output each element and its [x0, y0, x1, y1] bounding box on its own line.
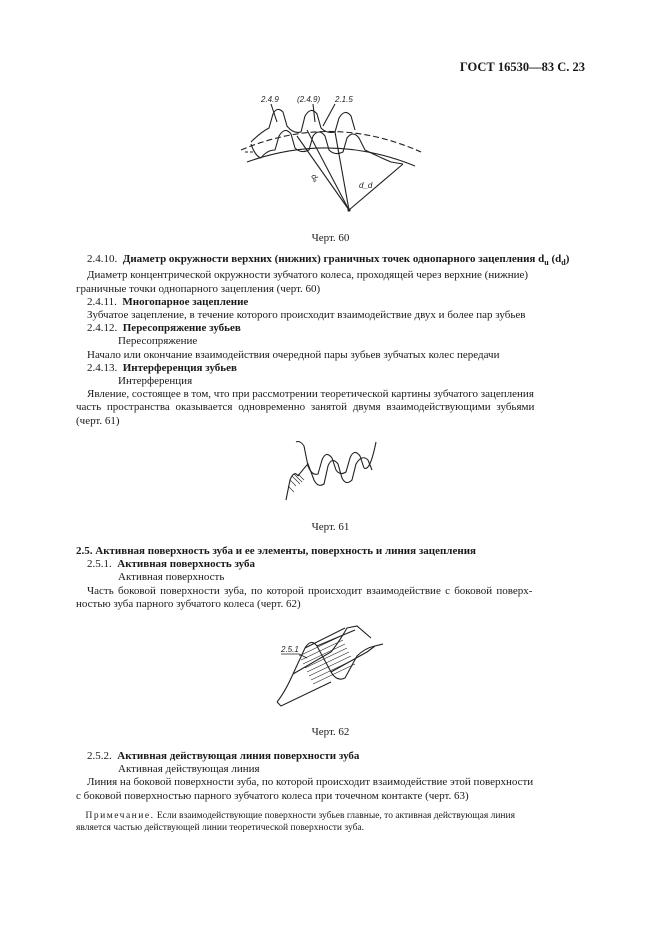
def-2-4-11: Зубчатое зацепление, в течение которого происходит взаимодействие двух и более пар зубьев: [87, 309, 526, 321]
label-249-bracket: (2.4.9): [296, 95, 320, 104]
figure-61: [0, 436, 661, 508]
title-2-5-2: Активная действующая линия поверхности зуба: [117, 750, 360, 762]
def-2-5-1-line2: ностью зуба парного зубчатого колеса (черт. 62): [76, 597, 301, 610]
short-2-4-12: Пересопряжение: [118, 335, 198, 348]
title-2-5: 2.5. Активная поверхность зуба и ее элементы, поверхность и линия зацепления: [76, 545, 476, 557]
section-2-5-2: [76, 750, 584, 803]
section-2-5: [76, 545, 584, 611]
def-2-4-13-line3: (черт. 61): [76, 414, 120, 427]
def-2-4-10-line1: Диаметр концентрической окружности зубчатого колеса, проходящей через верхние (нижние): [87, 269, 529, 282]
num-2-4-10: 2.4.10.: [87, 253, 118, 265]
title-2-4-10: Диаметр окружности верхних (нижних) граничных точек однопарного зацепления $d_u$ $(d_d)$: [122, 253, 570, 268]
figure-62: [0, 622, 661, 714]
caption-fig-60: Черт. 60: [311, 232, 350, 244]
def-2-4-12: Начало или окончание взаимодействия очередной пары зубьев зубчатых колес передачи: [87, 348, 500, 361]
title-2-4-12: Пересопряжение зубьев: [122, 322, 241, 335]
num-2-5-2: 2.5.2.: [87, 750, 112, 762]
note-text-line1: Если взаимодействующие поверхности зубьев главные, то активная действующая линия: [154, 811, 515, 821]
section-2-4-10: [76, 253, 584, 428]
label-dd: d_d: [358, 181, 372, 190]
caption-fig-62: Черт. 62: [311, 726, 350, 738]
label-215: 2.1.5: [334, 95, 353, 104]
def-2-5-1-line1: Часть боковой поверхности зуба, по которой происходит взаимодействие с боковой поверх-: [87, 584, 533, 597]
title-2-4-11: Многопарное зацепление: [122, 295, 249, 308]
num-2-4-12: 2.4.12.: [87, 322, 118, 335]
label-249: 2.4.9: [260, 95, 279, 104]
num-2-4-11: 2.4.11.: [87, 295, 117, 308]
label-251: 2.5.1: [280, 645, 299, 654]
short-2-5-2: Активная действующая линия: [118, 763, 260, 776]
note-label: Примечание.: [85, 811, 155, 821]
title-2-4-13: Интерференция зубьев: [122, 361, 237, 374]
page-header: ГОСТ 16530—83 С. 23: [459, 60, 585, 74]
title-2-5-1: Активная поверхность зуба: [117, 558, 255, 571]
def-2-5-2-line1: Линия на боковой поверхности зуба, по которой происходит взаимодействие этой поверхности: [87, 776, 534, 789]
gear-mesh-diagram: [231, 92, 431, 222]
short-2-4-13: Интерференция: [118, 375, 193, 388]
def-2-5-2-line2: с боковой поверхностью парного зубчатого колеса при точечном контакте (черт. 63): [76, 789, 469, 802]
note-text-line2: является частью действующей линии теоретической поверхности зуба.: [76, 823, 364, 833]
num-2-4-13: 2.4.13.: [87, 361, 118, 374]
interference-diagram: [276, 436, 386, 508]
figure-60: [0, 92, 661, 222]
def-2-4-13-line2: часть пространства оказывается одновременно занятой двумя взаимодействующими зубьями: [76, 401, 535, 414]
def-2-4-13-line1: Явление, состоящее в том, что при рассмотрении теоретической картины зубчатого зацепления: [87, 388, 534, 401]
active-surface-diagram: [271, 622, 391, 714]
num-2-5-1: 2.5.1.: [87, 558, 112, 571]
def-2-4-10-line2: граничные точки однопарного зацепления (черт. 60): [76, 282, 321, 295]
note: [76, 810, 584, 834]
caption-fig-61: Черт. 61: [311, 521, 350, 533]
label-da: dₐ: [308, 172, 321, 184]
short-2-5-1: Активная поверхность: [118, 571, 225, 584]
